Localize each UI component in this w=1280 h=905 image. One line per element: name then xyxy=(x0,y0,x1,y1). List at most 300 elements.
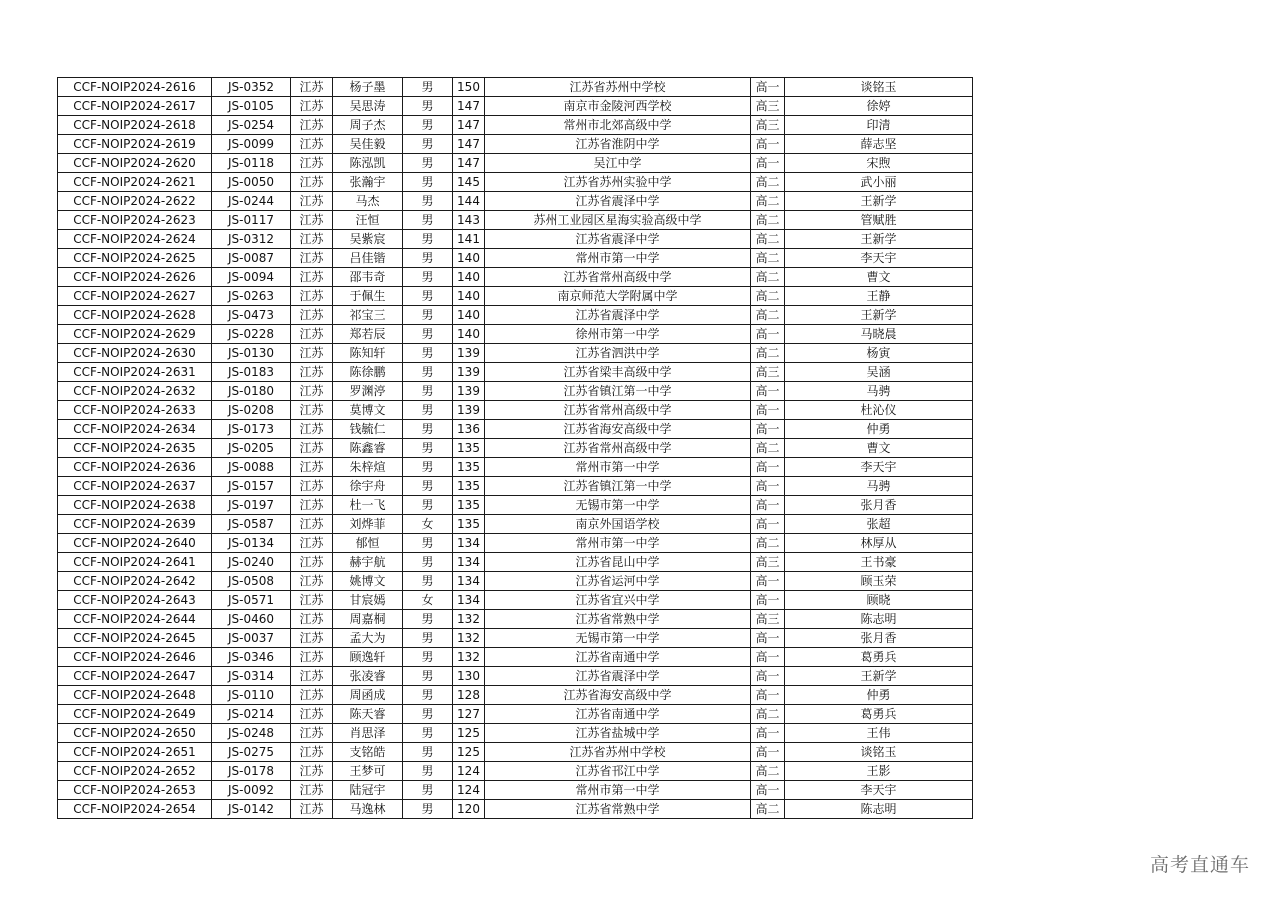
exam-id-cell: JS-0118 xyxy=(212,154,291,173)
exam-id-cell: JS-0087 xyxy=(212,249,291,268)
student-name-cell: 张瀚宇 xyxy=(333,173,403,192)
school-cell: 常州市第一中学 xyxy=(485,534,751,553)
exam-id-cell: JS-0134 xyxy=(212,534,291,553)
gender-cell: 男 xyxy=(403,249,453,268)
record-id-cell: CCF-NOIP2024-2646 xyxy=(58,648,212,667)
gender-cell: 男 xyxy=(403,211,453,230)
coach-cell: 陈志明 xyxy=(785,800,973,819)
coach-cell: 武小丽 xyxy=(785,173,973,192)
school-cell: 江苏省宜兴中学 xyxy=(485,591,751,610)
coach-cell: 管赋胜 xyxy=(785,211,973,230)
province-cell: 江苏 xyxy=(291,287,333,306)
score-cell: 120 xyxy=(453,800,485,819)
grade-cell: 高二 xyxy=(751,173,785,192)
student-name-cell: 吴紫宸 xyxy=(333,230,403,249)
score-cell: 130 xyxy=(453,667,485,686)
gender-cell: 男 xyxy=(403,534,453,553)
record-id-cell: CCF-NOIP2024-2621 xyxy=(58,173,212,192)
student-name-cell: 周子杰 xyxy=(333,116,403,135)
grade-cell: 高二 xyxy=(751,800,785,819)
grade-cell: 高一 xyxy=(751,477,785,496)
exam-id-cell: JS-0183 xyxy=(212,363,291,382)
grade-cell: 高一 xyxy=(751,401,785,420)
grade-cell: 高三 xyxy=(751,610,785,629)
grade-cell: 高三 xyxy=(751,553,785,572)
school-cell: 常州市第一中学 xyxy=(485,458,751,477)
student-name-cell: 陈知轩 xyxy=(333,344,403,363)
record-id-cell: CCF-NOIP2024-2629 xyxy=(58,325,212,344)
record-id-cell: CCF-NOIP2024-2627 xyxy=(58,287,212,306)
exam-id-cell: JS-0094 xyxy=(212,268,291,287)
exam-id-cell: JS-0110 xyxy=(212,686,291,705)
table-row xyxy=(58,667,973,686)
coach-cell: 王新学 xyxy=(785,667,973,686)
record-id-cell: CCF-NOIP2024-2653 xyxy=(58,781,212,800)
coach-cell: 王新学 xyxy=(785,192,973,211)
watermark-text: 高考直通车 xyxy=(1149,854,1250,876)
student-name-cell: 杜一飞 xyxy=(333,496,403,515)
score-cell: 134 xyxy=(453,572,485,591)
record-id-cell: CCF-NOIP2024-2648 xyxy=(58,686,212,705)
exam-id-cell: JS-0248 xyxy=(212,724,291,743)
record-id-cell: CCF-NOIP2024-2644 xyxy=(58,610,212,629)
coach-cell: 谈铭玉 xyxy=(785,78,973,97)
coach-cell: 王静 xyxy=(785,287,973,306)
student-name-cell: 王梦可 xyxy=(333,762,403,781)
table-row xyxy=(58,230,973,249)
province-cell: 江苏 xyxy=(291,173,333,192)
record-id-cell: CCF-NOIP2024-2641 xyxy=(58,553,212,572)
score-cell: 139 xyxy=(453,401,485,420)
grade-cell: 高一 xyxy=(751,686,785,705)
student-name-cell: 陈徐鹏 xyxy=(333,363,403,382)
coach-cell: 杜沁仪 xyxy=(785,401,973,420)
score-cell: 147 xyxy=(453,116,485,135)
exam-id-cell: JS-0197 xyxy=(212,496,291,515)
school-cell: 江苏省震泽中学 xyxy=(485,192,751,211)
grade-cell: 高一 xyxy=(751,382,785,401)
province-cell: 江苏 xyxy=(291,743,333,762)
score-cell: 150 xyxy=(453,78,485,97)
gender-cell: 男 xyxy=(403,268,453,287)
grade-cell: 高一 xyxy=(751,135,785,154)
gender-cell: 男 xyxy=(403,743,453,762)
table-row xyxy=(58,249,973,268)
student-name-cell: 邵韦奇 xyxy=(333,268,403,287)
school-cell: 江苏省苏州中学校 xyxy=(485,743,751,762)
student-name-cell: 朱梓煊 xyxy=(333,458,403,477)
student-name-cell: 马逸林 xyxy=(333,800,403,819)
grade-cell: 高一 xyxy=(751,781,785,800)
grade-cell: 高一 xyxy=(751,420,785,439)
gender-cell: 男 xyxy=(403,496,453,515)
gender-cell: 男 xyxy=(403,648,453,667)
exam-id-cell: JS-0346 xyxy=(212,648,291,667)
score-cell: 136 xyxy=(453,420,485,439)
province-cell: 江苏 xyxy=(291,496,333,515)
gender-cell: 男 xyxy=(403,363,453,382)
school-cell: 江苏省常熟中学 xyxy=(485,800,751,819)
record-id-cell: CCF-NOIP2024-2639 xyxy=(58,515,212,534)
school-cell: 南京市金陵河西学校 xyxy=(485,97,751,116)
record-id-cell: CCF-NOIP2024-2640 xyxy=(58,534,212,553)
province-cell: 江苏 xyxy=(291,515,333,534)
grade-cell: 高二 xyxy=(751,249,785,268)
table-row xyxy=(58,135,973,154)
table-row xyxy=(58,743,973,762)
score-cell: 134 xyxy=(453,591,485,610)
score-cell: 147 xyxy=(453,154,485,173)
province-cell: 江苏 xyxy=(291,135,333,154)
coach-cell: 吴涵 xyxy=(785,363,973,382)
score-cell: 132 xyxy=(453,629,485,648)
gender-cell: 男 xyxy=(403,230,453,249)
exam-id-cell: JS-0130 xyxy=(212,344,291,363)
gender-cell: 男 xyxy=(403,686,453,705)
gender-cell: 男 xyxy=(403,287,453,306)
grade-cell: 高一 xyxy=(751,591,785,610)
gender-cell: 男 xyxy=(403,458,453,477)
grade-cell: 高一 xyxy=(751,78,785,97)
exam-id-cell: JS-0571 xyxy=(212,591,291,610)
score-cell: 145 xyxy=(453,173,485,192)
grade-cell: 高一 xyxy=(751,458,785,477)
student-name-cell: 吕佳锴 xyxy=(333,249,403,268)
table-row xyxy=(58,458,973,477)
coach-cell: 马晓晨 xyxy=(785,325,973,344)
coach-cell: 陈志明 xyxy=(785,610,973,629)
results-table xyxy=(57,77,973,819)
exam-id-cell: JS-0508 xyxy=(212,572,291,591)
record-id-cell: CCF-NOIP2024-2654 xyxy=(58,800,212,819)
grade-cell: 高三 xyxy=(751,116,785,135)
coach-cell: 杨寅 xyxy=(785,344,973,363)
coach-cell: 王书豪 xyxy=(785,553,973,572)
score-cell: 125 xyxy=(453,724,485,743)
coach-cell: 张月香 xyxy=(785,496,973,515)
record-id-cell: CCF-NOIP2024-2638 xyxy=(58,496,212,515)
coach-cell: 谈铭玉 xyxy=(785,743,973,762)
province-cell: 江苏 xyxy=(291,648,333,667)
school-cell: 江苏省震泽中学 xyxy=(485,230,751,249)
record-id-cell: CCF-NOIP2024-2625 xyxy=(58,249,212,268)
school-cell: 江苏省梁丰高级中学 xyxy=(485,363,751,382)
score-cell: 134 xyxy=(453,553,485,572)
coach-cell: 徐婷 xyxy=(785,97,973,116)
exam-id-cell: JS-0473 xyxy=(212,306,291,325)
province-cell: 江苏 xyxy=(291,382,333,401)
exam-id-cell: JS-0214 xyxy=(212,705,291,724)
student-name-cell: 赫宇航 xyxy=(333,553,403,572)
school-cell: 江苏省运河中学 xyxy=(485,572,751,591)
score-cell: 140 xyxy=(453,306,485,325)
table-row xyxy=(58,610,973,629)
exam-id-cell: JS-0460 xyxy=(212,610,291,629)
table-row xyxy=(58,591,973,610)
student-name-cell: 马杰 xyxy=(333,192,403,211)
province-cell: 江苏 xyxy=(291,705,333,724)
table-row xyxy=(58,686,973,705)
record-id-cell: CCF-NOIP2024-2616 xyxy=(58,78,212,97)
exam-id-cell: JS-0117 xyxy=(212,211,291,230)
exam-id-cell: JS-0352 xyxy=(212,78,291,97)
school-cell: 江苏省邗江中学 xyxy=(485,762,751,781)
grade-cell: 高一 xyxy=(751,496,785,515)
exam-id-cell: JS-0105 xyxy=(212,97,291,116)
score-cell: 140 xyxy=(453,268,485,287)
exam-id-cell: JS-0205 xyxy=(212,439,291,458)
record-id-cell: CCF-NOIP2024-2650 xyxy=(58,724,212,743)
student-name-cell: 郁恒 xyxy=(333,534,403,553)
table-row xyxy=(58,382,973,401)
gender-cell: 男 xyxy=(403,306,453,325)
province-cell: 江苏 xyxy=(291,116,333,135)
exam-id-cell: JS-0142 xyxy=(212,800,291,819)
table-row xyxy=(58,629,973,648)
province-cell: 江苏 xyxy=(291,401,333,420)
gender-cell: 男 xyxy=(403,477,453,496)
student-name-cell: 莫博文 xyxy=(333,401,403,420)
student-name-cell: 徐宇舟 xyxy=(333,477,403,496)
school-cell: 徐州市第一中学 xyxy=(485,325,751,344)
school-cell: 江苏省镇江第一中学 xyxy=(485,477,751,496)
table-row xyxy=(58,553,973,572)
province-cell: 江苏 xyxy=(291,268,333,287)
student-name-cell: 罗渊渟 xyxy=(333,382,403,401)
grade-cell: 高一 xyxy=(751,743,785,762)
coach-cell: 曹文 xyxy=(785,439,973,458)
record-id-cell: CCF-NOIP2024-2630 xyxy=(58,344,212,363)
gender-cell: 男 xyxy=(403,781,453,800)
gender-cell: 男 xyxy=(403,439,453,458)
school-cell: 江苏省镇江第一中学 xyxy=(485,382,751,401)
exam-id-cell: JS-0099 xyxy=(212,135,291,154)
coach-cell: 马骋 xyxy=(785,382,973,401)
province-cell: 江苏 xyxy=(291,781,333,800)
exam-id-cell: JS-0228 xyxy=(212,325,291,344)
coach-cell: 仲勇 xyxy=(785,420,973,439)
record-id-cell: CCF-NOIP2024-2628 xyxy=(58,306,212,325)
score-cell: 135 xyxy=(453,458,485,477)
record-id-cell: CCF-NOIP2024-2642 xyxy=(58,572,212,591)
gender-cell: 男 xyxy=(403,705,453,724)
table-row xyxy=(58,800,973,819)
exam-id-cell: JS-0050 xyxy=(212,173,291,192)
student-name-cell: 姚博文 xyxy=(333,572,403,591)
results-body xyxy=(58,78,973,819)
student-name-cell: 陈泓凯 xyxy=(333,154,403,173)
school-cell: 江苏省海安高级中学 xyxy=(485,420,751,439)
coach-cell: 葛勇兵 xyxy=(785,705,973,724)
province-cell: 江苏 xyxy=(291,363,333,382)
coach-cell: 李天宇 xyxy=(785,781,973,800)
score-cell: 124 xyxy=(453,762,485,781)
score-cell: 127 xyxy=(453,705,485,724)
table-row xyxy=(58,344,973,363)
coach-cell: 张超 xyxy=(785,515,973,534)
school-cell: 江苏省海安高级中学 xyxy=(485,686,751,705)
coach-cell: 曹文 xyxy=(785,268,973,287)
record-id-cell: CCF-NOIP2024-2624 xyxy=(58,230,212,249)
table-row xyxy=(58,401,973,420)
exam-id-cell: JS-0587 xyxy=(212,515,291,534)
student-name-cell: 顾逸轩 xyxy=(333,648,403,667)
student-name-cell: 吴佳毅 xyxy=(333,135,403,154)
province-cell: 江苏 xyxy=(291,534,333,553)
school-cell: 江苏省苏州中学校 xyxy=(485,78,751,97)
table-row xyxy=(58,477,973,496)
gender-cell: 男 xyxy=(403,610,453,629)
table-row xyxy=(58,496,973,515)
record-id-cell: CCF-NOIP2024-2618 xyxy=(58,116,212,135)
student-name-cell: 于佩生 xyxy=(333,287,403,306)
province-cell: 江苏 xyxy=(291,325,333,344)
table-row xyxy=(58,268,973,287)
gender-cell: 男 xyxy=(403,154,453,173)
coach-cell: 王新学 xyxy=(785,306,973,325)
record-id-cell: CCF-NOIP2024-2637 xyxy=(58,477,212,496)
province-cell: 江苏 xyxy=(291,724,333,743)
gender-cell: 男 xyxy=(403,78,453,97)
grade-cell: 高二 xyxy=(751,211,785,230)
student-name-cell: 甘宸嫣 xyxy=(333,591,403,610)
gender-cell: 男 xyxy=(403,344,453,363)
school-cell: 江苏省昆山中学 xyxy=(485,553,751,572)
table-row xyxy=(58,572,973,591)
exam-id-cell: JS-0254 xyxy=(212,116,291,135)
province-cell: 江苏 xyxy=(291,610,333,629)
table-row xyxy=(58,287,973,306)
province-cell: 江苏 xyxy=(291,591,333,610)
record-id-cell: CCF-NOIP2024-2631 xyxy=(58,363,212,382)
student-name-cell: 周嘉桐 xyxy=(333,610,403,629)
exam-id-cell: JS-0240 xyxy=(212,553,291,572)
coach-cell: 李天宇 xyxy=(785,458,973,477)
school-cell: 江苏省常州高级中学 xyxy=(485,439,751,458)
score-cell: 147 xyxy=(453,97,485,116)
gender-cell: 男 xyxy=(403,629,453,648)
coach-cell: 顾玉荣 xyxy=(785,572,973,591)
grade-cell: 高二 xyxy=(751,762,785,781)
record-id-cell: CCF-NOIP2024-2626 xyxy=(58,268,212,287)
coach-cell: 王伟 xyxy=(785,724,973,743)
score-cell: 141 xyxy=(453,230,485,249)
grade-cell: 高二 xyxy=(751,439,785,458)
school-cell: 常州市第一中学 xyxy=(485,781,751,800)
province-cell: 江苏 xyxy=(291,154,333,173)
record-id-cell: CCF-NOIP2024-2645 xyxy=(58,629,212,648)
exam-id-cell: JS-0092 xyxy=(212,781,291,800)
student-name-cell: 刘烨菲 xyxy=(333,515,403,534)
province-cell: 江苏 xyxy=(291,420,333,439)
record-id-cell: CCF-NOIP2024-2647 xyxy=(58,667,212,686)
grade-cell: 高一 xyxy=(751,154,785,173)
exam-id-cell: JS-0263 xyxy=(212,287,291,306)
table-row xyxy=(58,211,973,230)
school-cell: 江苏省南通中学 xyxy=(485,648,751,667)
gender-cell: 男 xyxy=(403,800,453,819)
score-cell: 139 xyxy=(453,382,485,401)
coach-cell: 仲勇 xyxy=(785,686,973,705)
table-row xyxy=(58,420,973,439)
grade-cell: 高一 xyxy=(751,667,785,686)
table-row xyxy=(58,78,973,97)
table-row xyxy=(58,705,973,724)
exam-id-cell: JS-0208 xyxy=(212,401,291,420)
record-id-cell: CCF-NOIP2024-2635 xyxy=(58,439,212,458)
province-cell: 江苏 xyxy=(291,249,333,268)
student-name-cell: 肖思泽 xyxy=(333,724,403,743)
score-cell: 140 xyxy=(453,249,485,268)
province-cell: 江苏 xyxy=(291,97,333,116)
grade-cell: 高二 xyxy=(751,192,785,211)
exam-id-cell: JS-0312 xyxy=(212,230,291,249)
record-id-cell: CCF-NOIP2024-2652 xyxy=(58,762,212,781)
table-row xyxy=(58,515,973,534)
province-cell: 江苏 xyxy=(291,477,333,496)
gender-cell: 女 xyxy=(403,515,453,534)
gender-cell: 男 xyxy=(403,724,453,743)
table-row xyxy=(58,306,973,325)
gender-cell: 男 xyxy=(403,116,453,135)
gender-cell: 男 xyxy=(403,325,453,344)
gender-cell: 男 xyxy=(403,553,453,572)
school-cell: 江苏省震泽中学 xyxy=(485,306,751,325)
table-row xyxy=(58,724,973,743)
student-name-cell: 杨子墨 xyxy=(333,78,403,97)
coach-cell: 李天宇 xyxy=(785,249,973,268)
coach-cell: 张月香 xyxy=(785,629,973,648)
school-cell: 江苏省淮阴中学 xyxy=(485,135,751,154)
school-cell: 江苏省震泽中学 xyxy=(485,667,751,686)
grade-cell: 高一 xyxy=(751,515,785,534)
coach-cell: 印清 xyxy=(785,116,973,135)
school-cell: 无锡市第一中学 xyxy=(485,496,751,515)
score-cell: 147 xyxy=(453,135,485,154)
score-cell: 135 xyxy=(453,496,485,515)
score-cell: 135 xyxy=(453,477,485,496)
table-row xyxy=(58,192,973,211)
gender-cell: 男 xyxy=(403,762,453,781)
record-id-cell: CCF-NOIP2024-2649 xyxy=(58,705,212,724)
table-row xyxy=(58,762,973,781)
student-name-cell: 汪恒 xyxy=(333,211,403,230)
school-cell: 苏州工业园区星海实验高级中学 xyxy=(485,211,751,230)
province-cell: 江苏 xyxy=(291,572,333,591)
grade-cell: 高一 xyxy=(751,724,785,743)
grade-cell: 高二 xyxy=(751,268,785,287)
record-id-cell: CCF-NOIP2024-2636 xyxy=(58,458,212,477)
score-cell: 140 xyxy=(453,325,485,344)
score-cell: 139 xyxy=(453,344,485,363)
exam-id-cell: JS-0244 xyxy=(212,192,291,211)
student-name-cell: 陆冠宇 xyxy=(333,781,403,800)
score-cell: 143 xyxy=(453,211,485,230)
grade-cell: 高二 xyxy=(751,534,785,553)
table-row xyxy=(58,439,973,458)
grade-cell: 高三 xyxy=(751,363,785,382)
table-row xyxy=(58,363,973,382)
student-name-cell: 吴思涛 xyxy=(333,97,403,116)
coach-cell: 葛勇兵 xyxy=(785,648,973,667)
student-name-cell: 郑若辰 xyxy=(333,325,403,344)
score-cell: 135 xyxy=(453,439,485,458)
school-cell: 南京师范大学附属中学 xyxy=(485,287,751,306)
score-cell: 132 xyxy=(453,648,485,667)
school-cell: 江苏省南通中学 xyxy=(485,705,751,724)
grade-cell: 高一 xyxy=(751,325,785,344)
school-cell: 无锡市第一中学 xyxy=(485,629,751,648)
